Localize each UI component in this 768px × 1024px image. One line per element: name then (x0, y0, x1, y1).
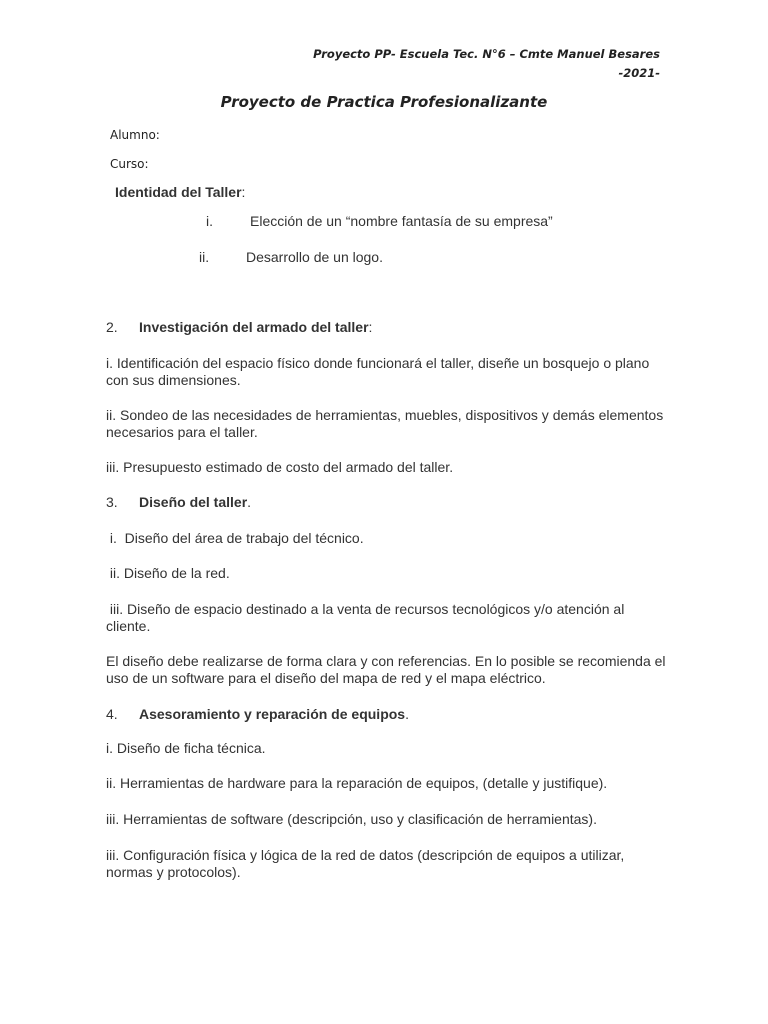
section4-heading-text: Asesoramiento y reparación de equipos (139, 706, 406, 722)
section2-heading-suffix: : (368, 319, 373, 335)
section2-heading (139, 319, 372, 336)
header-line-1: Proyecto PP- Escuela Tec. N°6 – Cmte Manuel Besares (313, 47, 660, 61)
section1-item-1-text: Elección de un “nombre fantasía de su empresa” (250, 213, 553, 229)
section4-item-2: ii. Herramientas de hardware para la reparación de equipos, (detalle y justifique). (106, 775, 608, 791)
section3-item-3: iii. Diseño de espacio destinado a la venta de recursos tecnológicos y/o atención al cliente. (106, 601, 629, 634)
section4-number: 4. (106, 706, 118, 722)
section4-item-3: iii. Herramientas de software (descripción, uso y clasificación de herramientas). (106, 811, 597, 827)
alumno-label: Alumno: (110, 128, 160, 142)
section3-item-1: i. Diseño del área de trabajo del técnico. (106, 530, 364, 546)
section3-heading-suffix: . (247, 494, 252, 510)
section2-item-1: i. Identificación del espacio físico donde funcionará el taller, diseñe un bosquejo o plano con sus dimensiones. (106, 355, 650, 388)
section2-heading-text: Investigación del armado del taller (139, 319, 369, 335)
section3-note: El diseño debe realizarse de forma clara y con referencias. En lo posible se recomienda el uso de un software para el diseño del mapa de red y el mapa eléctrico. (106, 653, 666, 686)
section4-item-4: iii. Configuración física y lógica de la red de datos (descripción de equipos a utilizar, normas y protocolos). (106, 847, 625, 880)
section2-number: 2. (106, 319, 118, 335)
header-line-2: -2021- (618, 66, 660, 80)
section1-heading (115, 184, 245, 201)
section4-heading-suffix: . (405, 706, 409, 722)
document-title: Proyecto de Practica Profesionalizante (220, 93, 548, 111)
section4-item-1: i. Diseño de ficha técnica. (106, 740, 266, 756)
section1-heading-text: Identidad del Taller (115, 184, 242, 200)
section2-item-2: ii. Sondeo de las necesidades de herramientas, muebles, dispositivos y demás elementos necesarios para el taller. (106, 407, 664, 440)
section3-item-2: ii. Diseño de la red. (106, 565, 230, 581)
section2-item-3: iii. Presupuesto estimado de costo del armado del taller. (106, 459, 454, 475)
section1-item-2-text: Desarrollo de un logo. (246, 249, 383, 265)
section1-item-2-marker: ii. (199, 249, 210, 265)
section4-heading (139, 706, 409, 723)
section1-item-1-marker: i. (206, 213, 213, 229)
section1-heading-suffix: : (241, 184, 246, 200)
section3-number: 3. (106, 494, 118, 510)
section3-heading-text: Diseño del taller (139, 494, 248, 510)
curso-label: Curso: (110, 157, 149, 171)
section3-heading (139, 494, 251, 511)
